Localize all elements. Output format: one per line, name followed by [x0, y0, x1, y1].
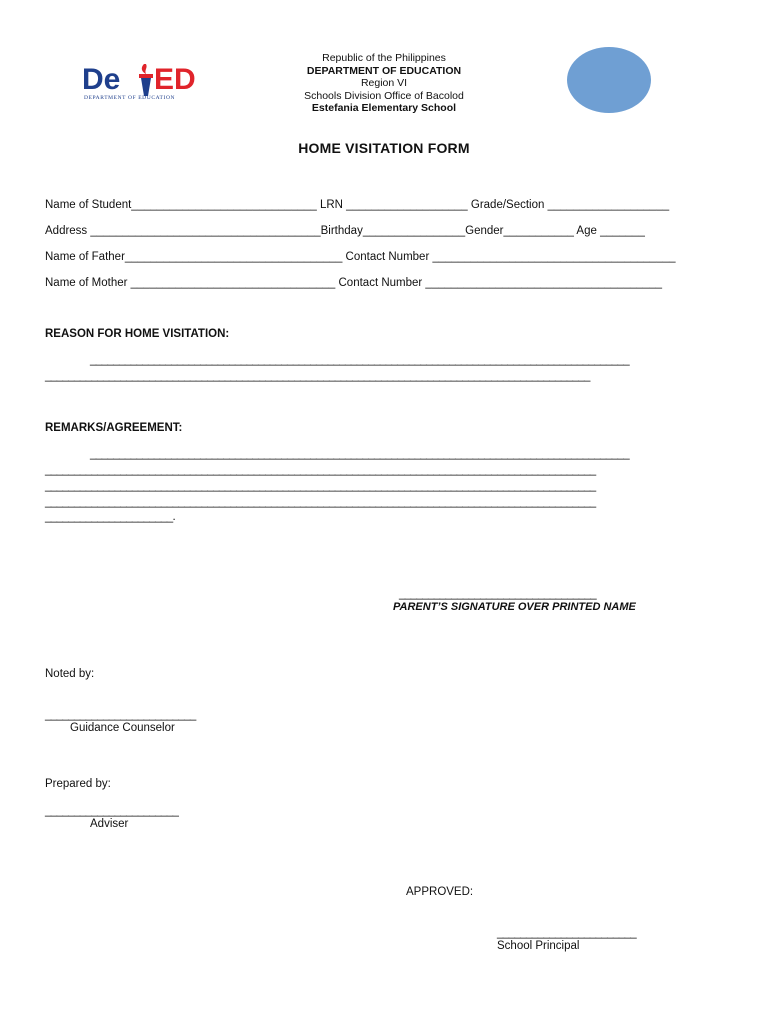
remarks-line-3: _______________________________________________________________________________________________ — [45, 480, 596, 492]
noted-by-label: Noted by: — [45, 668, 95, 680]
logo-text-right: ED — [154, 63, 196, 96]
deped-logo-graphic — [82, 60, 222, 102]
approved-label: APPROVED: — [406, 886, 474, 898]
parent-signature-line: __________________________________ — [399, 588, 597, 600]
remarks-line-2: _______________________________________________________________________________________________ — [45, 464, 596, 476]
logo-subtext: DEPARTMENT OF EDUCATION — [84, 95, 176, 101]
guidance-counselor-line: __________________________ — [45, 709, 196, 721]
adviser-title: Adviser — [90, 818, 129, 830]
father-fields-row: Name of Father__________________________________ Contact Number ______________________________________ — [45, 251, 676, 263]
mother-fields-row: Name of Mother ________________________________ Contact Number _____________________________________ — [45, 277, 663, 289]
header-school: Estefania Elementary School — [311, 102, 457, 114]
address-fields-row: Address ____________________________________Birthday________________Gender___________ Age _______ — [45, 225, 645, 237]
remarks-line-1: _____________________________________________________________________________________________ — [90, 448, 630, 460]
reason-label: REASON FOR HOME VISITATION: — [45, 328, 230, 340]
school-seal-circle — [567, 47, 651, 113]
header-division: Schools Division Office of Bacolod — [304, 89, 464, 102]
remarks-line-5: ______________________. — [45, 511, 176, 523]
prepared-by-label: Prepared by: — [45, 778, 111, 790]
remarks-label: REMARKS/AGREEMENT: — [45, 422, 183, 434]
deped-logo — [82, 60, 222, 102]
header-department: DEPARTMENT OF EDUCATION — [306, 64, 462, 77]
header-republic: Republic of the Philippines — [322, 52, 446, 64]
reason-line-2: ______________________________________________________________________________________________ — [45, 370, 590, 382]
header-region: Region VI — [360, 77, 408, 89]
logo-text-left: De — [82, 63, 121, 96]
reason-line-1: _____________________________________________________________________________________________ — [90, 354, 630, 366]
remarks-line-4: _______________________________________________________________________________________________ — [45, 496, 596, 508]
student-fields-row: Name of Student_____________________________ LRN ___________________ Grade/Section ___________________ — [45, 199, 670, 211]
school-principal-title: School Principal — [497, 940, 580, 952]
adviser-line: _______________________ — [45, 805, 179, 817]
header-block — [254, 52, 514, 115]
form-title: HOME VISITATION FORM — [298, 140, 470, 156]
school-principal-line: ________________________ — [497, 927, 637, 939]
torch-icon — [139, 64, 153, 96]
guidance-counselor-title: Guidance Counselor — [70, 722, 175, 734]
parent-signature-label: PARENT’S SIGNATURE OVER PRINTED NAME — [393, 601, 636, 613]
